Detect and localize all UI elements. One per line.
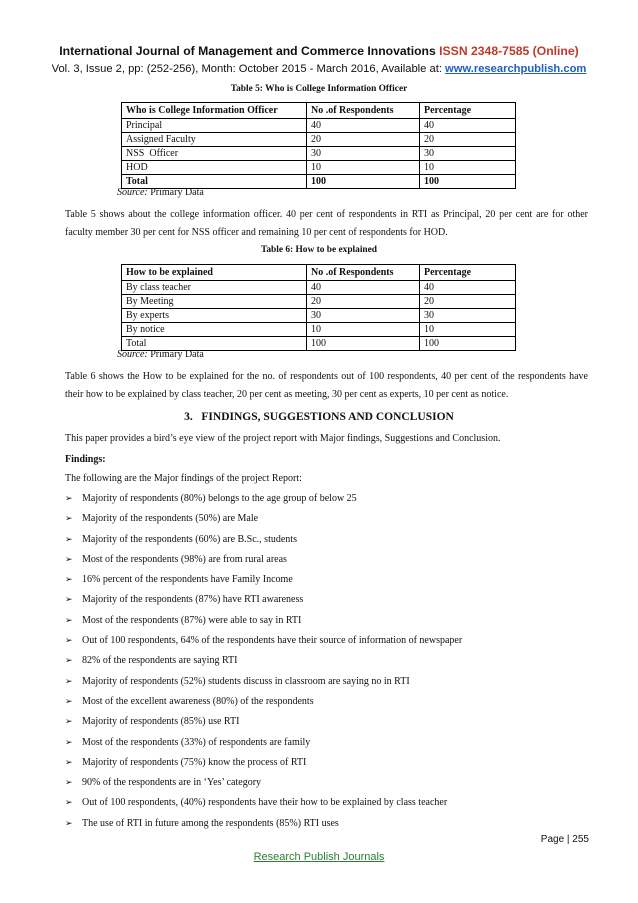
table-row [122,147,516,161]
list-item [65,590,588,610]
finding-text: Majority of respondents (80%) belongs to the age group of below 25 [82,493,357,504]
table6-caption: Table 6: How to be explained [260,245,378,255]
list-item [65,530,588,550]
table-row [122,281,516,295]
list-item [65,733,588,753]
finding-text: Out of 100 respondents, (40%) respondents have their how to be explained by class teacher [82,797,448,809]
arrow-bullet-icon: ➢ [65,656,73,667]
arrow-bullet-icon: ➢ [65,575,73,586]
journal-title: International Journal of Management and Commerce Innovations [59,44,436,58]
table-row [122,119,516,133]
table-cell: 30 [420,309,516,323]
table6 [121,264,516,351]
table5-description: Table 5 shows about the college information officer. 40 per cent of respondents in RTI as Principal, 20 per cent are for other faculty member 30 per cent for NSS officer and remaining 10 per cent of respondents for HOD. [65,209,588,238]
findings-list [65,489,588,834]
journal-title-line [0,44,638,59]
list-item [65,793,588,813]
list-item [65,712,588,732]
source-label: Source: [117,349,148,360]
list-item [65,570,588,590]
table-cell: By class teacher [122,281,307,295]
table-header-cell: How to be explained [122,265,307,281]
arrow-bullet-icon: ➢ [65,717,73,728]
journal-volume-line [0,61,638,77]
list-item [65,692,588,712]
arrow-bullet-icon: ➢ [65,798,73,809]
table-header-row [122,103,516,119]
arrow-bullet-icon: ➢ [65,595,73,606]
journal-issn: ISSN 2348-7585 (Online) [439,44,579,58]
table-cell: 40 [307,281,420,295]
list-item [65,672,588,692]
source-value: Primary Data [150,349,204,360]
table6-description: Table 6 shows the How to be explained for the no. of respondents out of 100 respondents, 40 per cent of the respondents have their how to be explained by class teacher, 20 per cent as meeting, 30 per cent as experts, 10 per cent as notice. [65,371,588,400]
table-cell: NSS Officer [122,147,307,161]
table-cell: 30 [307,147,420,161]
table-cell: 100 [420,337,516,351]
table-cell: Principal [122,119,307,133]
page-number: Page | 255 [540,834,589,845]
journal-url-link[interactable]: www.researchpublish.com [445,63,587,75]
table-cell: 30 [420,147,516,161]
table-cell: 20 [420,295,516,309]
table-cell: Assigned Faculty [122,133,307,147]
table-row [122,161,516,175]
volume-info: Vol. 3, Issue 2, pp: (252-256), Month: October 2015 - March 2016, Available at: [51,63,442,75]
section-heading: 3. FINDINGS, SUGGESTIONS AND CONCLUSION [184,411,454,423]
table-header-row [122,265,516,281]
table6-source [117,349,204,360]
findings-intro: The following are the Major findings of the project Report: [65,473,302,484]
arrow-bullet-icon: ➢ [65,514,73,525]
table-cell: 10 [307,323,420,337]
table5-source [117,187,204,198]
table-cell: 40 [420,281,516,295]
finding-text: 16% percent of the respondents have Family Income [82,574,293,586]
table5 [121,102,516,189]
list-item [65,753,588,773]
table-cell: 20 [307,295,420,309]
table-cell: 100 [307,337,420,351]
source-label: Source: [117,187,148,198]
finding-text: Most of the respondents (33%) of respondents are family [82,736,311,748]
arrow-bullet-icon: ➢ [65,676,73,687]
table-cell: By Meeting [122,295,307,309]
list-item [65,611,588,631]
arrow-bullet-icon: ➢ [65,737,73,748]
list-item [65,651,588,671]
table-cell: 10 [307,161,420,175]
arrow-bullet-icon: ➢ [65,818,73,829]
section-intro: This paper provides a bird’s eye view of the project report with Major findings, Suggestions and Conclusion. [65,433,501,444]
arrow-bullet-icon: ➢ [65,494,73,504]
arrow-bullet-icon: ➢ [65,778,73,789]
table-header-cell: Who is College Information Officer [122,103,307,119]
table-row [122,309,516,323]
findings-label: Findings: [65,454,106,465]
finding-text: Majority of respondents (52%) students discuss in classroom are saying no in RTI [82,675,410,687]
arrow-bullet-icon: ➢ [65,554,73,565]
finding-text: Majority of the respondents (50%) are Male [82,513,259,525]
table-row [122,133,516,147]
table-cell: 40 [420,119,516,133]
table-cell: 30 [307,309,420,323]
finding-text: Majority of respondents (75%) know the process of RTI [82,756,307,768]
arrow-bullet-icon: ➢ [65,696,73,707]
list-item [65,814,588,834]
arrow-bullet-icon: ➢ [65,534,73,545]
table-cell: 100 [420,175,516,189]
table-header-cell: Percentage [420,103,516,119]
table-cell: HOD [122,161,307,175]
finding-text: Majority of respondents (85%) use RTI [82,716,240,728]
table-cell: 100 [307,175,420,189]
arrow-bullet-icon: ➢ [65,636,73,647]
table-row [122,295,516,309]
arrow-bullet-icon: ➢ [65,757,73,768]
table-cell: By experts [122,309,307,323]
table-cell: 10 [420,323,516,337]
list-item [65,489,588,509]
finding-text: 90% of the respondents are in ‘Yes’ category [82,777,262,789]
journal-header [0,44,638,77]
table-cell: Total [122,175,307,189]
table5-caption: Table 5: Who is College Information Officer [230,84,408,94]
arrow-bullet-icon: ➢ [65,615,73,626]
table-cell: Total [122,337,307,351]
list-item [65,773,588,793]
finding-text: Most of the respondents (87%) were able to say in RTI [82,614,302,626]
table-cell: 10 [420,161,516,175]
footer-publisher-link[interactable]: Research Publish Journals [253,851,385,863]
finding-text: The use of RTI in future among the respondents (85%) RTI uses [82,817,339,829]
finding-text: 82% of the respondents are saying RTI [82,655,238,667]
list-item [65,509,588,529]
list-item [65,550,588,570]
table-cell: 20 [420,133,516,147]
finding-text: Most of the excellent awareness (80%) of the respondents [82,695,314,707]
list-item [65,631,588,651]
source-value: Primary Data [150,187,204,198]
table-header-cell: No .of Respondents [307,103,420,119]
finding-text: Most of the respondents (98%) are from rural areas [82,553,287,565]
finding-text: Out of 100 respondents, 64% of the respondents have their source of information of newspaper [82,635,463,647]
table-row [122,323,516,337]
finding-text: Majority of the respondents (60%) are B.Sc., students [82,533,297,545]
table-header-cell: Percentage [420,265,516,281]
finding-text: Majority of the respondents (87%) have RTI awareness [82,594,304,606]
table-cell: 20 [307,133,420,147]
table-cell: 40 [307,119,420,133]
table-header-cell: No .of Respondents [307,265,420,281]
table-cell: By notice [122,323,307,337]
